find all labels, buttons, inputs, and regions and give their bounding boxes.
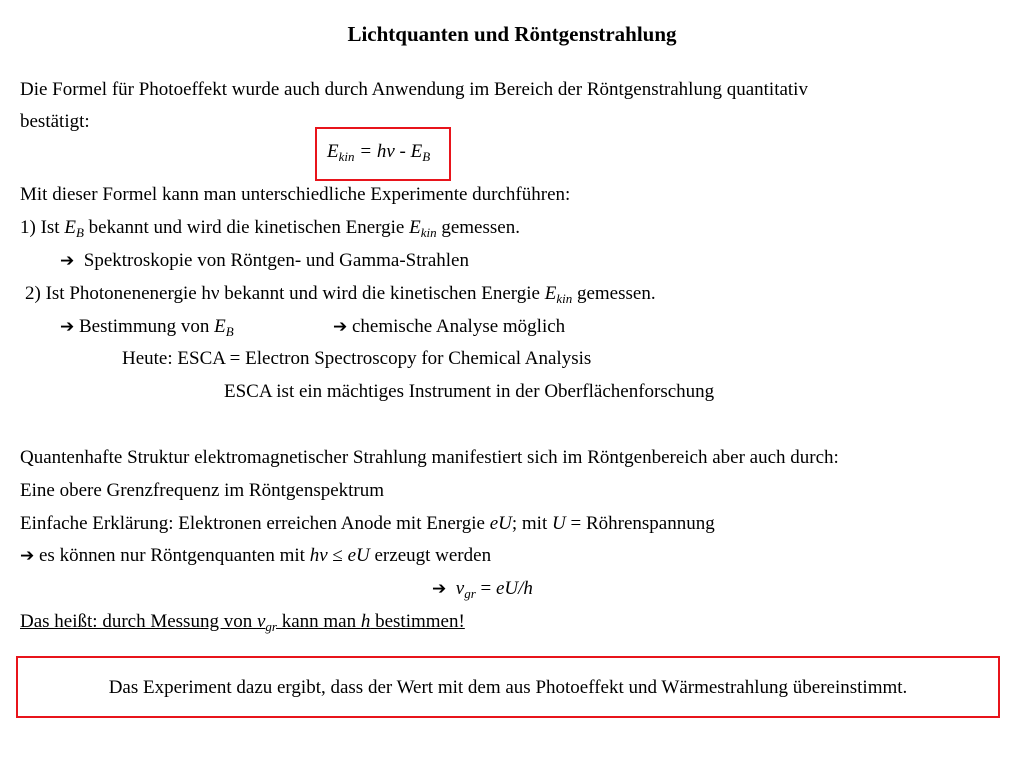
cutoff-frequency-formula: ➔ $\nu_{gr} = eU/h$ bbox=[432, 578, 533, 601]
structure-line-4: ➔ es können nur Röntgenquanten mit hν ≤ eU erzeugt werden bbox=[20, 545, 492, 566]
arrow-right-icon: ➔ bbox=[60, 317, 75, 337]
esca-note: ESCA ist ein mächtiges Instrument in der Oberflächenforschung bbox=[224, 381, 715, 402]
intro-line-2: bestätigt: bbox=[20, 111, 90, 132]
esca-definition: Heute: ESCA = Electron Spectroscopy for Chemical Analysis bbox=[122, 348, 592, 369]
arrow-right-icon: ➔ bbox=[432, 579, 447, 599]
page-title: Lichtquanten und Röntgenstrahlung bbox=[347, 22, 677, 46]
conclusion-text: Das Experiment dazu ergibt, dass der Wert mit dem aus Photoeffekt und Wärmestrahlung übereinstimmt. bbox=[108, 677, 908, 698]
arrow-right-icon: ➔ bbox=[20, 546, 35, 566]
experiment-2-consequence: ➔ chemische Analyse möglich bbox=[333, 316, 566, 337]
experiment-1-result: ➔ Spektroskopie von Röntgen- und Gamma-Strahlen bbox=[60, 250, 469, 271]
experiment-2: 2) Ist Photonenenergie hν bekannt und wird die kinetischen Energie $E_{kin}$ gemessen. bbox=[25, 283, 656, 306]
arrow-right-icon: ➔ bbox=[333, 317, 348, 337]
photoeffect-formula: $E_{kin} = h\nu - E_B$ bbox=[327, 141, 431, 164]
intro-line-1: Die Formel für Photoeffekt wurde auch durch Anwendung im Bereich der Röntgenstrahlung quantitativ bbox=[20, 79, 808, 100]
arrow-right-icon: ➔ bbox=[60, 251, 75, 271]
experiment-1: 1) Ist $E_B$ bekannt und wird die kinetischen Energie $E_{kin}$ gemessen. bbox=[20, 217, 520, 240]
experiments-lead: Mit dieser Formel kann man unterschiedliche Experimente durchführen: bbox=[20, 184, 571, 205]
structure-line-1: Quantenhafte Struktur elektromagnetischer Strahlung manifestiert sich im Röntgenbereich aber auch durch: bbox=[20, 447, 839, 468]
experiment-2-result: ➔ Bestimmung von $E_B$ bbox=[60, 316, 234, 339]
structure-conclusion: Das heißt: durch Messung von $\nu_{gr}$ kann man h bestimmen! bbox=[20, 611, 465, 634]
structure-line-3: Einfache Erklärung: Elektronen erreichen Anode mit Energie eU; mit U = Röhrenspannung bbox=[20, 513, 715, 534]
structure-line-2: Eine obere Grenzfrequenz im Röntgenspektrum bbox=[20, 480, 385, 501]
